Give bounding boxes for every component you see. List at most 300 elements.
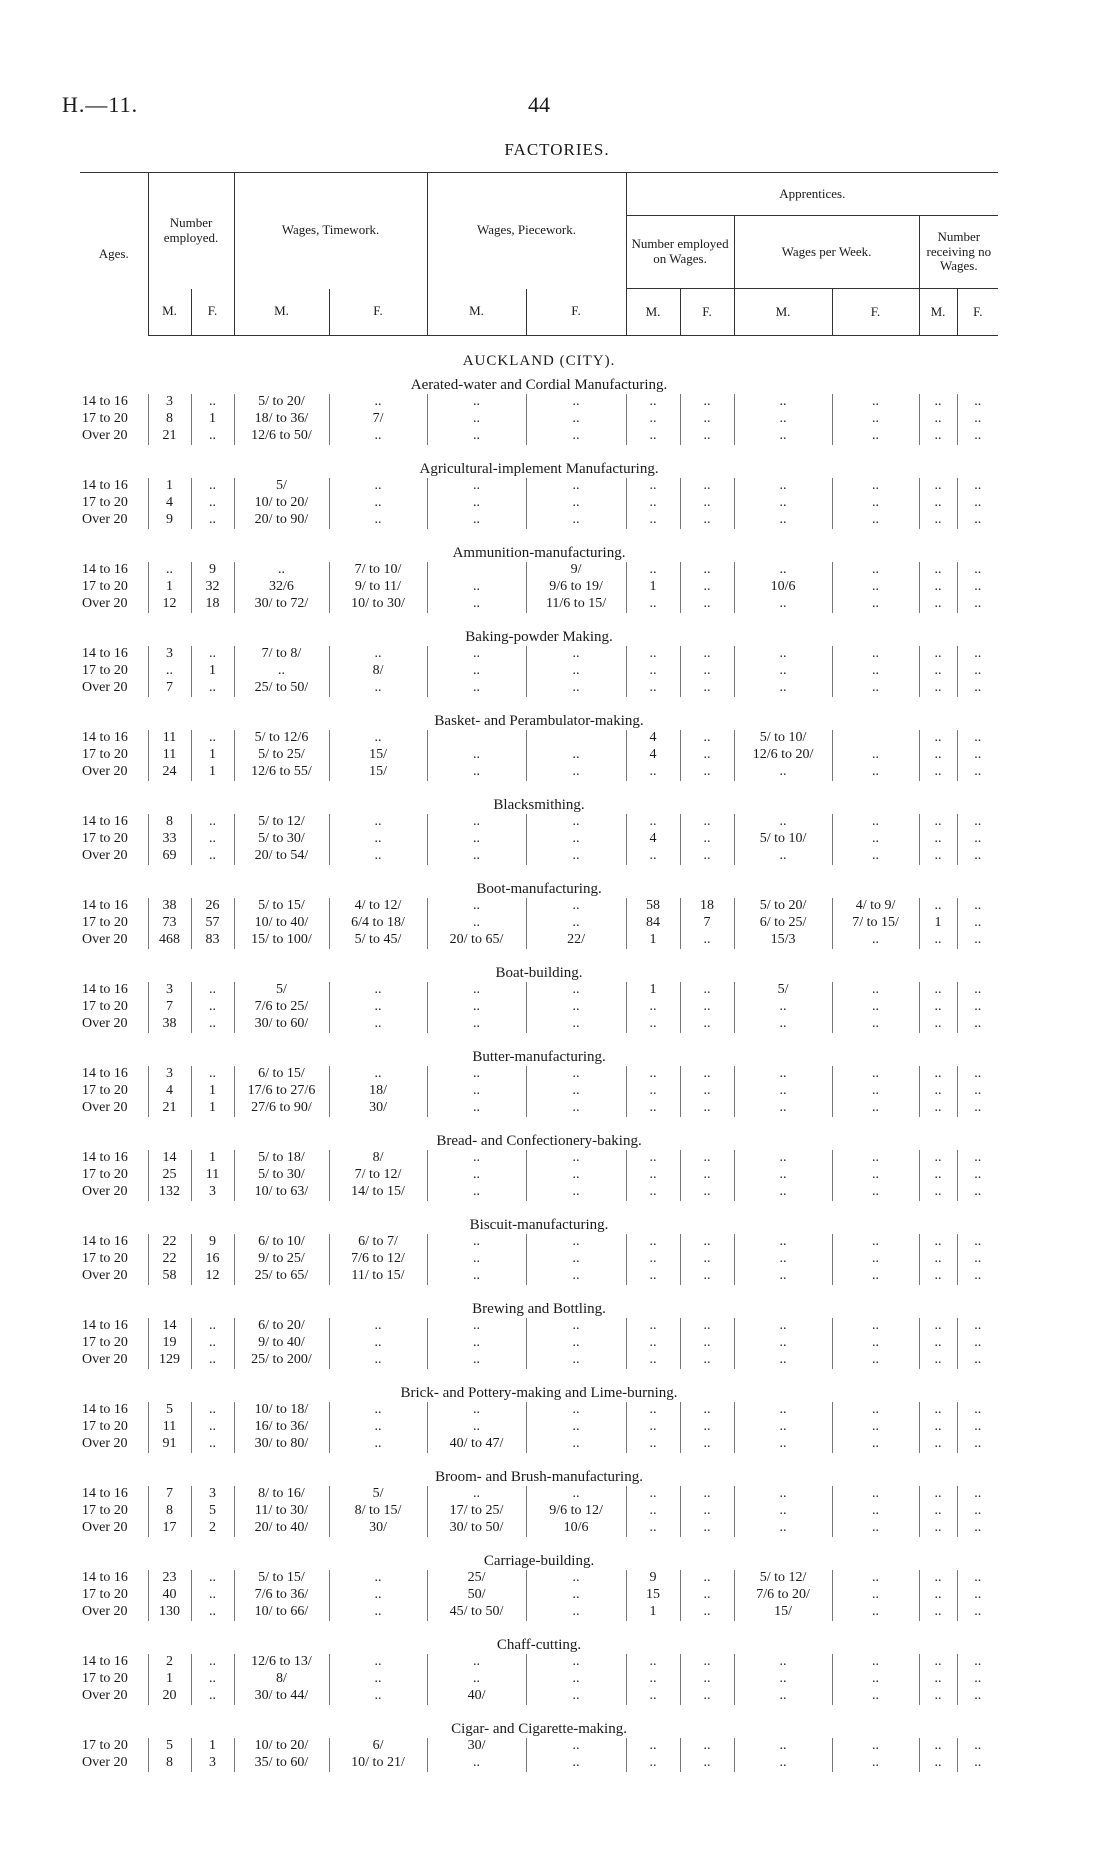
- table-row: [80, 1167, 998, 1184]
- table-cell: 1: [626, 982, 680, 999]
- table-cell: ..: [734, 562, 832, 579]
- table-cell: 18: [680, 898, 734, 915]
- industry-heading: Boot-manufacturing.: [476, 880, 602, 897]
- table-cell: ..: [680, 1436, 734, 1453]
- table-cell: ..: [734, 1268, 832, 1285]
- table-cell: ..: [832, 646, 919, 663]
- table-cell: ..: [680, 495, 734, 512]
- table-cell: ..: [680, 999, 734, 1016]
- industry-heading: Brick- and Pottery-making and Lime-burning.: [400, 1384, 678, 1401]
- table-cell: ..: [680, 579, 734, 596]
- table-row: [80, 1587, 998, 1604]
- header-m: M.: [427, 289, 526, 336]
- table-cell: 10/ to 18/: [234, 1402, 329, 1419]
- table-cell: ..: [919, 1352, 957, 1369]
- table-cell: 1: [191, 764, 234, 781]
- age-cell: 17 to 20: [80, 1587, 148, 1604]
- table-cell: 11: [191, 1167, 234, 1184]
- table-cell: ..: [427, 915, 526, 932]
- table-cell: ..: [526, 1570, 626, 1587]
- table-row: [80, 982, 998, 999]
- age-cell: Over 20: [80, 848, 148, 865]
- table-cell: 10/ to 40/: [234, 915, 329, 932]
- table-cell: ..: [427, 646, 526, 663]
- table-cell: ..: [734, 1755, 832, 1772]
- table-cell: ..: [974, 1167, 982, 1183]
- age-cell: 14 to 16: [80, 478, 148, 495]
- table-cell: ..: [974, 1570, 982, 1586]
- table-cell: 11/ to 30/: [234, 1503, 329, 1520]
- table-cell: ..: [191, 1604, 234, 1621]
- table-cell: 3: [191, 1184, 234, 1201]
- table-cell: ..: [832, 1100, 919, 1117]
- table-cell: 5/: [734, 982, 832, 999]
- table-cell: ..: [427, 1083, 526, 1100]
- table-cell: 38: [148, 898, 191, 915]
- table-cell: ..: [832, 1671, 919, 1688]
- table-cell: ..: [832, 1167, 919, 1184]
- spacer: [80, 865, 998, 874]
- table-cell: ..: [680, 1402, 734, 1419]
- industry-heading: Agricultural-implement Manufacturing.: [419, 460, 659, 477]
- table-cell: 10/ to 20/: [234, 1738, 329, 1755]
- table-cell: ..: [191, 831, 234, 848]
- table-cell: ..: [234, 562, 329, 579]
- table-cell: 16: [191, 1251, 234, 1268]
- table-cell: 468: [148, 932, 191, 949]
- table-cell: ..: [974, 1654, 982, 1670]
- table-row: [80, 1234, 998, 1251]
- table-cell: ..: [974, 1335, 982, 1351]
- table-cell: ..: [427, 1352, 526, 1369]
- table-cell: ..: [191, 1587, 234, 1604]
- table-cell: 45/ to 50/: [427, 1604, 526, 1621]
- table-cell: 84: [626, 915, 680, 932]
- table-cell: ..: [191, 495, 234, 512]
- table-cell: 8: [148, 1755, 191, 1772]
- table-cell: ..: [626, 1234, 680, 1251]
- industry-heading: Ammunition-manufacturing.: [452, 544, 626, 561]
- table-cell: ..: [974, 1402, 982, 1418]
- table-cell: ..: [734, 1251, 832, 1268]
- table-cell: 18/: [329, 1083, 427, 1100]
- table-cell: ..: [832, 1688, 919, 1705]
- age-cell: Over 20: [80, 1268, 148, 1285]
- table-cell: ..: [832, 1251, 919, 1268]
- table-cell: 20/ to 65/: [427, 932, 526, 949]
- table-cell: 58: [148, 1268, 191, 1285]
- table-row: [80, 394, 998, 411]
- table-cell: ..: [919, 1587, 957, 1604]
- table-cell: 5/: [329, 1486, 427, 1503]
- table-cell: ..: [734, 764, 832, 781]
- spacer: [80, 1621, 998, 1630]
- table-cell: ..: [148, 663, 191, 680]
- table-cell: ..: [526, 1251, 626, 1268]
- table-cell: ..: [734, 1738, 832, 1755]
- age-cell: Over 20: [80, 1352, 148, 1369]
- table-cell: ..: [427, 764, 526, 781]
- table-body: [80, 336, 998, 1773]
- table-row: [80, 1184, 998, 1201]
- industry-heading: Biscuit-manufacturing.: [469, 1216, 609, 1233]
- table-cell: ..: [974, 562, 982, 578]
- table-cell: ..: [734, 1184, 832, 1201]
- table-cell: ..: [191, 1688, 234, 1705]
- table-cell: 9/6 to 19/: [526, 579, 626, 596]
- table-cell: ..: [329, 1335, 427, 1352]
- industry-heading: Brewing and Bottling.: [472, 1300, 606, 1317]
- table-cell: ..: [680, 1755, 734, 1772]
- table-cell: 40: [148, 1587, 191, 1604]
- table-cell: 8: [148, 411, 191, 428]
- table-cell: 12/6 to 20/: [734, 747, 832, 764]
- table-cell: 5/ to 10/: [734, 730, 832, 747]
- table-cell: 5/ to 12/6: [234, 730, 329, 747]
- table-cell: ..: [680, 1503, 734, 1520]
- table-cell: ..: [832, 411, 919, 428]
- table-cell: ..: [974, 1234, 982, 1250]
- table-cell: [427, 730, 526, 747]
- table-cell: ..: [427, 512, 526, 529]
- table-cell: ..: [974, 932, 982, 948]
- table-cell: ..: [919, 478, 957, 495]
- table-cell: ..: [329, 1352, 427, 1369]
- table-cell: ..: [191, 1318, 234, 1335]
- table-cell: 7: [148, 680, 191, 697]
- table-cell: ..: [734, 1150, 832, 1167]
- table-cell: ..: [734, 394, 832, 411]
- table-cell: ..: [626, 1066, 680, 1083]
- table-cell: ..: [680, 932, 734, 949]
- table-cell: ..: [974, 1587, 982, 1603]
- table-cell: ..: [832, 478, 919, 495]
- table-cell: ..: [680, 1100, 734, 1117]
- table-cell: ..: [919, 898, 957, 915]
- table-cell: ..: [427, 1150, 526, 1167]
- table-cell: 17/ to 25/: [427, 1503, 526, 1520]
- table-cell: ..: [526, 1436, 626, 1453]
- table-cell: ..: [919, 411, 957, 428]
- table-cell: ..: [626, 999, 680, 1016]
- table-cell: ..: [191, 394, 234, 411]
- table-cell: ..: [974, 1604, 982, 1620]
- table-cell: ..: [680, 1234, 734, 1251]
- table-cell: 132: [148, 1184, 191, 1201]
- header-appr-wages: Wages per Week.: [734, 216, 919, 289]
- table-cell: ..: [680, 982, 734, 999]
- table-row: [80, 1654, 998, 1671]
- table-cell: 5/ to 30/: [234, 831, 329, 848]
- table-cell: 30/ to 44/: [234, 1688, 329, 1705]
- table-cell: ..: [427, 663, 526, 680]
- table-cell: 7/6 to 36/: [234, 1587, 329, 1604]
- table-cell: 7/6 to 20/: [734, 1587, 832, 1604]
- table-cell: 40/ to 47/: [427, 1436, 526, 1453]
- table-cell: 30/: [329, 1520, 427, 1537]
- table-cell: 3: [191, 1755, 234, 1772]
- table-row: [80, 596, 998, 613]
- table-cell: ..: [427, 982, 526, 999]
- table-cell: ..: [919, 1503, 957, 1520]
- table-cell: 9/ to 11/: [329, 579, 427, 596]
- table-row: [80, 1318, 998, 1335]
- table-row: [80, 428, 998, 445]
- age-cell: Over 20: [80, 1604, 148, 1621]
- table-cell: ..: [974, 394, 982, 410]
- table-cell: ..: [832, 1352, 919, 1369]
- table-cell: 1: [626, 932, 680, 949]
- table-cell: 6/ to 20/: [234, 1318, 329, 1335]
- industry-heading: Broom- and Brush-manufacturing.: [435, 1468, 643, 1485]
- table-cell: 7/: [329, 411, 427, 428]
- age-cell: 14 to 16: [80, 1654, 148, 1671]
- age-cell: 14 to 16: [80, 814, 148, 831]
- table-cell: ..: [427, 831, 526, 848]
- table-cell: 18: [191, 596, 234, 613]
- table-row: [80, 932, 998, 949]
- table-cell: ..: [680, 411, 734, 428]
- table-cell: ..: [974, 478, 982, 494]
- table-cell: 9/ to 25/: [234, 1251, 329, 1268]
- table-cell: ..: [329, 646, 427, 663]
- table-cell: ..: [919, 1520, 957, 1537]
- age-cell: Over 20: [80, 1755, 148, 1772]
- table-cell: ..: [680, 663, 734, 680]
- table-cell: ..: [919, 1419, 957, 1436]
- table-cell: ..: [427, 848, 526, 865]
- table-cell: 10/6: [526, 1520, 626, 1537]
- table-cell: ..: [974, 1688, 982, 1704]
- table-cell: ..: [919, 1100, 957, 1117]
- table-cell: 5/ to 30/: [234, 1167, 329, 1184]
- table-cell: ..: [526, 1755, 626, 1772]
- age-cell: 17 to 20: [80, 1335, 148, 1352]
- table-cell: ..: [832, 1335, 919, 1352]
- table-cell: ..: [526, 1587, 626, 1604]
- table-cell: ..: [191, 730, 234, 747]
- table-cell: ..: [680, 730, 734, 747]
- table-cell: ..: [329, 1604, 427, 1621]
- age-cell: Over 20: [80, 680, 148, 697]
- table-cell: ..: [626, 1503, 680, 1520]
- age-cell: 14 to 16: [80, 898, 148, 915]
- table-cell: 5/: [234, 478, 329, 495]
- table-cell: ..: [626, 1318, 680, 1335]
- table-cell: ..: [734, 1419, 832, 1436]
- header-m: M.: [234, 289, 329, 336]
- table-cell: ..: [148, 562, 191, 579]
- table-cell: 12: [191, 1268, 234, 1285]
- table-cell: ..: [832, 982, 919, 999]
- table-cell: ..: [832, 1318, 919, 1335]
- table-cell: ..: [734, 1083, 832, 1100]
- age-cell: Over 20: [80, 764, 148, 781]
- age-cell: Over 20: [80, 1100, 148, 1117]
- table-cell: ..: [832, 1503, 919, 1520]
- spacer: [80, 697, 998, 706]
- table-cell: ..: [734, 512, 832, 529]
- table-cell: 14: [148, 1318, 191, 1335]
- table-cell: ..: [680, 1671, 734, 1688]
- table-cell: ..: [526, 1486, 626, 1503]
- table-cell: 30/: [427, 1738, 526, 1755]
- table-cell: ..: [191, 999, 234, 1016]
- spacer: [80, 781, 998, 790]
- table-cell: ..: [974, 1268, 982, 1284]
- table-cell: ..: [832, 1570, 919, 1587]
- table-cell: ..: [526, 1604, 626, 1621]
- age-cell: 14 to 16: [80, 1234, 148, 1251]
- table-cell: ..: [919, 394, 957, 411]
- age-cell: 17 to 20: [80, 663, 148, 680]
- header-f: F.: [526, 289, 626, 336]
- age-cell: 17 to 20: [80, 747, 148, 764]
- table-cell: ..: [427, 1318, 526, 1335]
- table-cell: ..: [680, 1335, 734, 1352]
- table-cell: 12: [148, 596, 191, 613]
- table-cell: ..: [427, 1268, 526, 1285]
- table-cell: ..: [626, 562, 680, 579]
- table-cell: 20/ to 54/: [234, 848, 329, 865]
- table-cell: ..: [191, 1402, 234, 1419]
- table-cell: ..: [680, 478, 734, 495]
- age-cell: 17 to 20: [80, 1419, 148, 1436]
- table-cell: ..: [734, 1100, 832, 1117]
- table-cell: ..: [626, 1436, 680, 1453]
- table-cell: ..: [329, 1436, 427, 1453]
- table-cell: ..: [832, 1419, 919, 1436]
- table-cell: ..: [974, 1755, 982, 1771]
- table-row: [80, 512, 998, 529]
- table-cell: ..: [919, 747, 957, 764]
- table-cell: 11: [148, 730, 191, 747]
- table-cell: 5/ to 12/: [234, 814, 329, 831]
- table-cell: 30/ to 50/: [427, 1520, 526, 1537]
- table-cell: ..: [919, 1251, 957, 1268]
- table-cell: ..: [974, 1436, 982, 1452]
- table-cell: 25/: [427, 1570, 526, 1587]
- table-cell: ..: [526, 1671, 626, 1688]
- table-cell: 7/6 to 25/: [234, 999, 329, 1016]
- table-cell: ..: [329, 1654, 427, 1671]
- table-cell: 30/ to 60/: [234, 1016, 329, 1033]
- age-cell: 14 to 16: [80, 982, 148, 999]
- header-m: M.: [148, 289, 191, 336]
- table-cell: ..: [526, 1352, 626, 1369]
- table-cell: 1: [191, 663, 234, 680]
- spacer: [80, 529, 998, 538]
- table-cell: ..: [832, 394, 919, 411]
- table-cell: 7: [148, 999, 191, 1016]
- table-cell: ..: [427, 394, 526, 411]
- table-row: [80, 898, 998, 915]
- table-cell: ..: [680, 831, 734, 848]
- age-cell: 14 to 16: [80, 1150, 148, 1167]
- table-cell: ..: [526, 478, 626, 495]
- table-cell: ..: [427, 596, 526, 613]
- table-cell: ..: [191, 512, 234, 529]
- table-cell: ..: [734, 1352, 832, 1369]
- table-cell: ..: [832, 747, 919, 764]
- table-cell: ..: [626, 1688, 680, 1705]
- table-row: [80, 1335, 998, 1352]
- table-cell: ..: [427, 579, 526, 596]
- table-cell: 23: [148, 1570, 191, 1587]
- table-cell: 5/ to 25/: [234, 747, 329, 764]
- table-cell: ..: [329, 512, 427, 529]
- table-cell: 30/: [329, 1100, 427, 1117]
- table-cell: ..: [427, 680, 526, 697]
- table-cell: ..: [832, 848, 919, 865]
- header-m: M.: [734, 289, 832, 336]
- table-row: [80, 1436, 998, 1453]
- age-cell: Over 20: [80, 932, 148, 949]
- table-cell: ..: [526, 1335, 626, 1352]
- table-cell: ..: [526, 915, 626, 932]
- table-cell: ..: [919, 680, 957, 697]
- table-cell: ..: [427, 478, 526, 495]
- table-cell: ..: [680, 1486, 734, 1503]
- age-cell: 17 to 20: [80, 579, 148, 596]
- table-cell: 4: [626, 730, 680, 747]
- table-cell: ..: [680, 1604, 734, 1621]
- table-cell: 38: [148, 1016, 191, 1033]
- table-cell: ..: [329, 1688, 427, 1705]
- table-cell: ..: [427, 999, 526, 1016]
- table-cell: 11: [148, 747, 191, 764]
- table-cell: 9/6 to 12/: [526, 1503, 626, 1520]
- header-wages-piecework: Wages, Piecework.: [427, 173, 626, 289]
- table-cell: ..: [680, 747, 734, 764]
- table-cell: ..: [626, 1419, 680, 1436]
- table-cell: ..: [626, 512, 680, 529]
- table-cell: ..: [680, 1066, 734, 1083]
- table-cell: ..: [680, 1150, 734, 1167]
- table-cell: 6/: [329, 1738, 427, 1755]
- table-row: [80, 1066, 998, 1083]
- table-cell: ..: [832, 1755, 919, 1772]
- table-cell: ..: [919, 982, 957, 999]
- table-cell: ..: [832, 1587, 919, 1604]
- table-cell: ..: [626, 1268, 680, 1285]
- table-cell: ..: [974, 898, 982, 914]
- table-cell: ..: [919, 663, 957, 680]
- industry-heading: Basket- and Perambulator-making.: [434, 712, 644, 729]
- table-cell: ..: [191, 1335, 234, 1352]
- table-cell: 21: [148, 428, 191, 445]
- table-cell: ..: [974, 646, 982, 662]
- factories-table: [80, 172, 998, 1772]
- header-apprentices: Apprentices.: [626, 173, 998, 216]
- table-cell: 40/: [427, 1688, 526, 1705]
- table-row: [80, 915, 998, 932]
- table-cell: 2: [148, 1654, 191, 1671]
- table-cell: 10/ to 63/: [234, 1184, 329, 1201]
- table-cell: ..: [427, 1016, 526, 1033]
- table-cell: 73: [148, 915, 191, 932]
- table-cell: ..: [919, 1318, 957, 1335]
- table-cell: ..: [919, 1654, 957, 1671]
- table-cell: ..: [974, 1083, 982, 1099]
- table-row: [80, 1419, 998, 1436]
- table-cell: 7/ to 8/: [234, 646, 329, 663]
- table-cell: ..: [191, 646, 234, 663]
- table-cell: ..: [974, 579, 982, 595]
- table-cell: ..: [832, 1486, 919, 1503]
- table-cell: 8/: [234, 1671, 329, 1688]
- table-cell: ..: [427, 411, 526, 428]
